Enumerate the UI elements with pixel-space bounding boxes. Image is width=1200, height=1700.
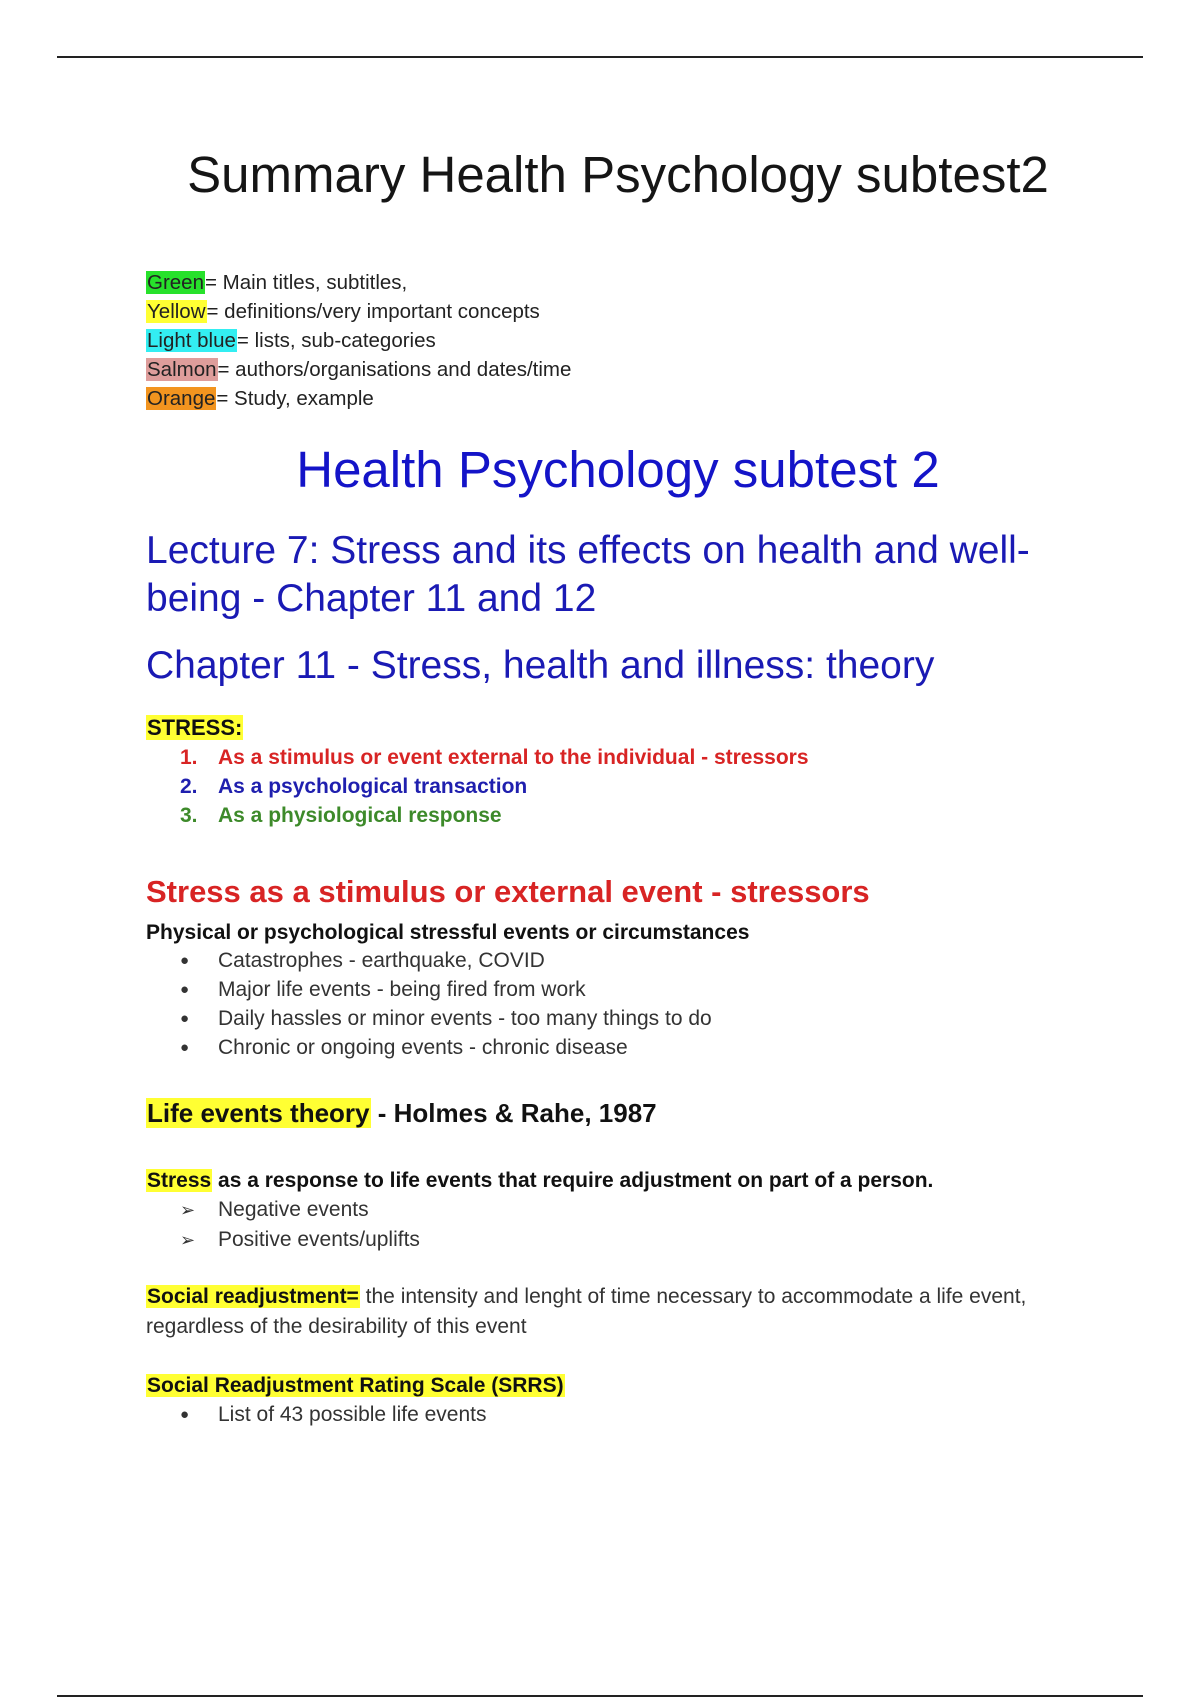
list-item — [180, 1033, 712, 1062]
list-number: 3. — [180, 804, 198, 827]
legend-yellow — [146, 297, 1106, 326]
list-number: 2. — [180, 775, 198, 798]
arrow-bullet-icon: ➢ — [180, 1200, 196, 1220]
legend-salmon-text: = authors/organisations and dates/time — [217, 358, 572, 381]
color-legend — [146, 268, 1106, 413]
top-rule — [57, 56, 1143, 58]
bullet-icon: ● — [180, 1406, 190, 1423]
list-item-text: List of 43 possible life events — [218, 1403, 487, 1426]
document-title: Health Psychology subtest 2 — [296, 441, 940, 498]
stress-label-text: STRESS: — [147, 715, 243, 740]
lecture-heading: Lecture 7: Stress and its effects on health and well-being - Chapter 11 and 12 — [146, 529, 1030, 620]
legend-yellow-label: Yellow — [147, 300, 206, 323]
list-item — [180, 946, 712, 975]
list-item-text: As a psychological transaction — [218, 775, 528, 798]
stimulus-section-heading: Stress as a stimulus or external event - stressors — [146, 874, 870, 909]
legend-green-label: Green — [147, 271, 204, 294]
stress-response-text: as a response to life events that require adjustment on part of a person. — [212, 1169, 934, 1192]
list-item — [180, 772, 809, 801]
stress-label — [146, 713, 1106, 743]
legend-lightblue-text: = lists, sub-categories — [236, 329, 436, 352]
list-item — [180, 1400, 487, 1429]
list-number: 1. — [180, 746, 198, 769]
stimulus-subheading: Physical or psychological stressful events or circumstances — [146, 921, 750, 944]
legend-green — [146, 268, 1106, 297]
list-item-text: Catastrophes - earthquake, COVID — [218, 949, 545, 972]
life-events-heading — [146, 1096, 1106, 1130]
stress-term: Stress — [147, 1169, 212, 1192]
stressor-bullets — [180, 946, 712, 1062]
list-item — [180, 743, 809, 772]
life-events-authors: - Holmes & Rahe, 1987 — [370, 1098, 657, 1128]
list-item-text: Positive events/uplifts — [218, 1228, 420, 1251]
legend-lightblue — [146, 326, 1106, 355]
bottom-rule — [57, 1695, 1143, 1697]
legend-lightblue-label: Light blue — [147, 329, 236, 352]
page-title: Summary Health Psychology subtest2 — [187, 146, 1049, 203]
list-item-text: Chronic or ongoing events - chronic disease — [218, 1036, 628, 1059]
srrs-label-text: Social Readjustment Rating Scale (SRRS) — [147, 1374, 564, 1397]
list-item-text: As a physiological response — [218, 804, 502, 827]
list-item — [180, 975, 712, 1004]
srrs-label — [146, 1371, 1106, 1400]
list-item — [180, 1004, 712, 1033]
list-item — [180, 801, 809, 830]
list-item-text: Negative events — [218, 1198, 369, 1221]
bullet-icon: ● — [180, 952, 190, 969]
legend-orange-text: = Study, example — [216, 387, 374, 410]
legend-salmon — [146, 355, 1106, 384]
social-readjustment-term: Social readjustment= — [147, 1285, 359, 1308]
srrs-bullets — [180, 1400, 487, 1429]
stress-definitions-list — [180, 743, 809, 830]
list-item — [180, 1225, 420, 1255]
legend-yellow-text: = definitions/very important concepts — [206, 300, 540, 323]
arrow-bullet-icon: ➢ — [180, 1230, 196, 1250]
chapter-heading: Chapter 11 - Stress, health and illness: theory — [146, 644, 935, 687]
social-readjustment-definition — [146, 1282, 1106, 1342]
social-readjustment-text: the intensity and lenght of time necessary to accommodate a life event, regardless of the desirability of this event — [146, 1285, 1027, 1338]
legend-orange — [146, 384, 1106, 413]
bullet-icon: ● — [180, 1010, 190, 1027]
legend-green-text: = Main titles, subtitles, — [204, 271, 408, 294]
stress-response-definition — [146, 1166, 1106, 1195]
life-events-term: Life events theory — [147, 1098, 370, 1128]
event-type-list — [180, 1195, 420, 1255]
legend-salmon-label: Salmon — [147, 358, 217, 381]
list-item-text: Daily hassles or minor events - too many things to do — [218, 1007, 712, 1030]
bullet-icon: ● — [180, 1039, 190, 1056]
list-item — [180, 1195, 420, 1225]
legend-orange-label: Orange — [147, 387, 216, 410]
list-item-text: As a stimulus or event external to the individual - stressors — [218, 746, 809, 769]
list-item-text: Major life events - being fired from work — [218, 978, 586, 1001]
bullet-icon: ● — [180, 981, 190, 998]
